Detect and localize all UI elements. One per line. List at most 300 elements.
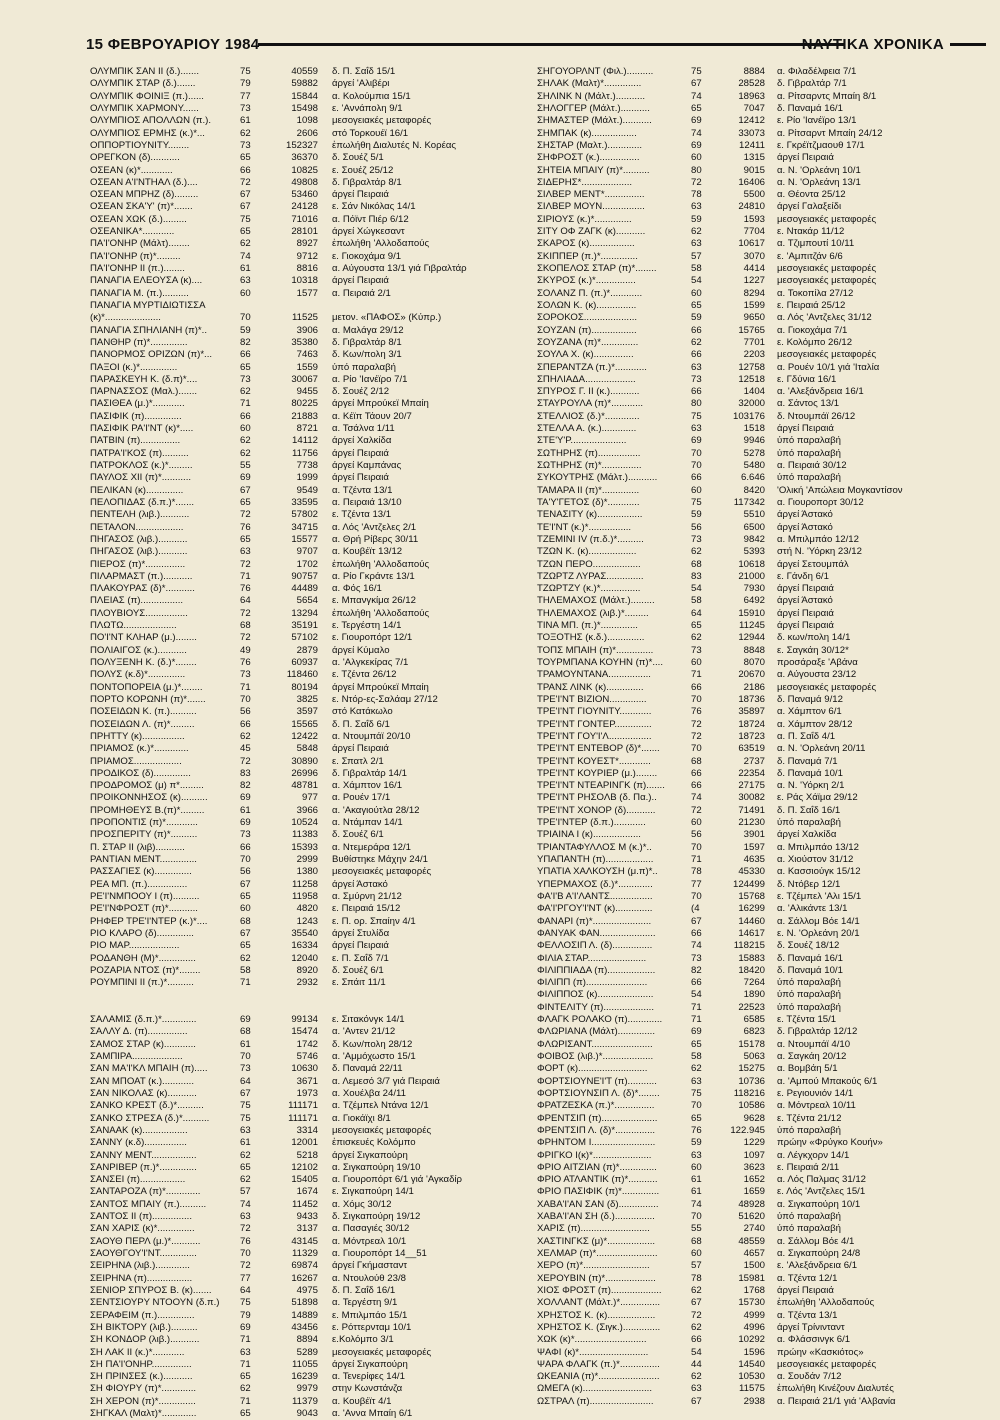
- ship-entry: [90, 1051, 530, 1063]
- ship-entry: [537, 854, 983, 866]
- ship-entry: [90, 411, 530, 423]
- ship-name: ΦΑ'Ι'ΡΓΟΥ'Ι'ΝΤ (κ)..............: [537, 903, 653, 915]
- ship-entry: [90, 916, 530, 928]
- ship-status: α. Θρή Ρίβερς 30/11: [332, 533, 419, 545]
- ship-name: ΠΑΡΝΑΣΣΟΣ (Μαλ.).......: [90, 386, 198, 398]
- tonnage: 14460: [738, 915, 765, 927]
- tonnage: 5746: [296, 1051, 318, 1062]
- build-year: 64: [240, 1284, 251, 1296]
- ship-name: ΡΙΟ ΜΑΡ...................: [90, 940, 180, 952]
- ship-status: στό Κατάκωλο: [332, 706, 393, 718]
- build-year: 72: [691, 718, 702, 730]
- tonnage: 57102: [291, 632, 318, 644]
- tonnage: 8894: [296, 1334, 318, 1346]
- ship-name: ΦΡΙΟ ΑΤΛΑΝΤΙΚ (π)*...........: [537, 1174, 658, 1186]
- ship-entry: [537, 497, 983, 509]
- ship-status: α. Κολούμπια 15/1: [332, 90, 411, 102]
- ship-name: ΦΛΩΡΙΣΑΝΤ.......................: [537, 1038, 653, 1050]
- ship-name: ΟΛΥΜΠΙΟΣ ΑΠΟΛΛΩΝ (π.).: [90, 115, 212, 127]
- build-year: 67: [240, 189, 251, 201]
- ship-entry: [90, 177, 530, 189]
- build-year: 76: [240, 583, 251, 595]
- build-year: 56: [691, 521, 702, 533]
- ship-name: ΠΑΣΙΦΙΚ ΡΑ'Ι'ΝΤ (κ)*.....: [90, 423, 194, 435]
- ship-status: δ. Παναμά 10/1: [777, 767, 843, 779]
- ship-name: ΦΡΗΝΤΟΜ Ι........................: [537, 1137, 656, 1149]
- tonnage: 35540: [291, 927, 318, 939]
- ship-name: ΠΟΛΙΑΙΓΟΣ (κ.)...........: [90, 644, 187, 656]
- ship-name: ΣΟΥΖΑΝ (π).................: [537, 324, 637, 336]
- tonnage: 11575: [739, 1383, 765, 1395]
- ship-status: δ. Γιβραλτάρ 14/1: [332, 767, 407, 779]
- ship-entry: [90, 706, 530, 718]
- tonnage: 15498: [291, 102, 318, 114]
- build-year: 73: [240, 373, 251, 385]
- tonnage: 9650: [743, 312, 765, 324]
- ship-status: ε. Γκρέϊτζμαουθ 17/1: [777, 139, 865, 151]
- ship-entry: [90, 374, 530, 386]
- tonnage: 33595: [291, 496, 318, 508]
- build-year: 72: [240, 1260, 251, 1272]
- ship-status: α. Σάλλομ Βόε 14/1: [777, 915, 860, 927]
- build-year: 55: [691, 1223, 702, 1235]
- ship-name: ΠΑΥΛΟΣ ΧΙΙ (π)*...........: [90, 472, 192, 484]
- ship-entry: [537, 1051, 983, 1063]
- ship-name: ΠΕΛΙΚΑΝ (κ)..............: [90, 484, 184, 496]
- ship-entry: [90, 879, 530, 891]
- ship-entry: [90, 497, 530, 509]
- ship-status: ε. Σιτακόνγκ 14/1: [332, 1014, 405, 1026]
- ship-name: ΤΕ'Ι'ΝΤ (κ.)*................: [537, 521, 632, 533]
- ship-status: ύπό παραλαβή: [777, 1211, 841, 1223]
- ship-name: ΟΛΥΜΠΙΚ ΣΤΑΡ (δ.).......: [90, 78, 196, 90]
- build-year: 74: [691, 127, 702, 139]
- ship-status: μεσογειακές μεταφορές: [777, 681, 877, 693]
- ship-status: μεσογειακές μεταφορές: [332, 1346, 432, 1358]
- tonnage: 4657: [743, 1248, 765, 1259]
- ship-name: ΤΑΜΑΡΑ ΙΙ (π)*..............: [537, 484, 640, 496]
- ship-entry: [90, 435, 530, 447]
- build-year: 62: [240, 1383, 251, 1395]
- ship-status: ε. Σουέζ 25/12: [332, 164, 394, 176]
- ship-status: ε. Τζέντα 26/12: [332, 669, 397, 681]
- ship-entry: [537, 682, 983, 694]
- build-year: 63: [240, 1124, 251, 1136]
- ship-name: ΣΗ ΠΡΙΝΣΕΣ (κ.)...........: [90, 1371, 193, 1383]
- ship-name: ΠΟΣΕΙΔΩΝ Κ. (π.)..........: [90, 706, 197, 718]
- ship-name: ΣΗΛΟΓΓΕΡ (Μάλτ.)...........: [537, 102, 650, 114]
- ship-name: ΧΡΗΣΤΟΣ Κ. (κ)..................: [537, 1309, 656, 1321]
- ship-entry: [90, 583, 530, 595]
- ship-status: άργεί Χώγκεσαντ: [332, 226, 405, 238]
- build-year: 71: [240, 1395, 251, 1407]
- build-year: 75: [691, 66, 702, 77]
- ship-status: άργεί 'Αλιβέρι: [332, 78, 390, 90]
- build-year: 54: [691, 1346, 702, 1358]
- ship-name: ΠΟΛΥΣ (κ.δ)*..............: [90, 669, 186, 681]
- ship-name: ΠΗΓΑΣΟΣ (λιβ.)...........: [90, 546, 188, 558]
- ship-name: ΠΛΑΚΟΥΡΑΣ (δ)*...........: [90, 583, 195, 595]
- ship-name: ΠΑΣΙΘΕΑ (μ.)*............: [90, 398, 185, 410]
- ship-entry: [537, 189, 983, 201]
- ship-name: ΧΟΛΛΑΝΤ (Μάλτ.)*...............: [537, 1297, 661, 1309]
- build-year: 69: [691, 435, 702, 447]
- ship-entry: [537, 177, 983, 189]
- ship-entry: [90, 1039, 530, 1051]
- build-year: 71: [240, 977, 251, 989]
- build-year: 58: [691, 595, 702, 607]
- ship-status: ε. Πειραιά 25/12: [777, 299, 846, 311]
- build-year: 66: [691, 780, 702, 792]
- ship-name: ΨΑΡΑ ΦΛΑΓΚ (π.)*...............: [537, 1358, 660, 1370]
- build-year: 71: [691, 1014, 702, 1026]
- tonnage: 1380: [296, 866, 318, 878]
- tonnage: 977: [301, 792, 318, 804]
- build-year: 72: [691, 176, 702, 188]
- ship-name: ΟΣΕΑΝ Α'Ι'ΝΤΗΑΛ (δ.)....: [90, 176, 198, 188]
- tonnage: 11383: [292, 829, 318, 841]
- tonnage: 1659: [743, 1186, 765, 1198]
- build-year: 77: [240, 1272, 251, 1284]
- build-year: 63: [691, 423, 702, 435]
- ship-status: α. Πειραιά 21/1 γιά 'Αλβανία: [777, 1395, 896, 1407]
- ship-name: ΠΑ'Ι'ΟΝΗΡ (π)*.........: [90, 250, 181, 262]
- ship-name: ΣΑΜΠΙΡΑ...................: [90, 1051, 183, 1062]
- build-year: 62: [691, 1371, 702, 1383]
- ship-entry: [90, 485, 530, 497]
- tonnage: 152327: [285, 139, 318, 151]
- ship-name: ΩΚΕΑΝΙΑ (π)*.......................: [537, 1371, 660, 1383]
- build-year: 60: [691, 1248, 702, 1259]
- build-year: 76: [240, 521, 251, 533]
- build-year: 77: [240, 90, 251, 102]
- ship-name: ΠΑΝΟΡΜΟΣ ΟΡΙΖΩΝ (π)*...: [90, 349, 213, 361]
- tonnage: 1768: [743, 1284, 765, 1296]
- build-year: 72: [240, 558, 251, 570]
- tonnage: 2999: [296, 854, 318, 865]
- ship-name: ΤΟΥΡΜΠΑΝΑ ΚΟΥΗΝ (π)*....: [537, 657, 664, 668]
- ship-entry: [90, 571, 530, 583]
- ship-status: δ. Κων/πολη 28/12: [332, 1038, 413, 1050]
- ship-status: άργεί Τρίνινταντ: [777, 1321, 845, 1333]
- ship-entry: [537, 300, 983, 312]
- ship-status: δ. Παναμά 16/1: [777, 102, 843, 114]
- ship-name: ΟΛΥΜΠΙΚ ΦΟΙΝΙΞ (π.)......: [90, 90, 204, 102]
- ship-status: α. Μόντρεαλ 10/1: [332, 1235, 407, 1247]
- tonnage: 118215: [733, 940, 765, 952]
- tonnage: 12040: [291, 952, 318, 964]
- section-gap: [90, 989, 530, 1001]
- ship-status: άργεί Γαλαξείδι: [777, 201, 842, 213]
- ship-status: α. Γιοκάϊχι 8/1: [332, 1112, 391, 1124]
- ship-name: ΠΑ'Ι'ΟΝΗΡ (Μάλτ)........: [90, 238, 190, 250]
- build-year: 63: [240, 275, 251, 287]
- ship-name: ΩΜΕΓΑ (κ)..........................: [537, 1383, 652, 1395]
- build-year: 82: [691, 964, 702, 976]
- ship-entry: [90, 1076, 530, 1088]
- tonnage: 15730: [738, 1297, 765, 1309]
- ship-status: α. Ντουλούθ 23/8: [332, 1272, 406, 1284]
- ship-name: ΤΖΩΝ Κ. (κ)..................: [537, 546, 637, 558]
- build-year: 73: [691, 952, 702, 964]
- ship-status: ύπό παραλαβή: [777, 989, 841, 1001]
- ship-status: α. Ντουμπάϊ 20/10: [332, 730, 411, 742]
- tonnage: 9712: [296, 250, 318, 262]
- ship-status: ε. Γδύνια 16/1: [777, 373, 837, 385]
- ship-status: α. Χιούστον 31/12: [777, 854, 854, 865]
- ship-entry: [90, 398, 530, 410]
- ship-status: α. Ν. 'Ορλεάνη 10/1: [777, 164, 861, 176]
- ship-name: ΤΡΕ'Ι'ΝΤ ΚΟΥΕΣΤ*............: [537, 755, 651, 767]
- ship-status: ε. Ρεγιουνιόν 14/1: [777, 1087, 854, 1099]
- ship-name: ΠΑΝΑΓΙΑ ΣΠΗΛΙΑΝΗ (π)*..: [90, 324, 207, 336]
- build-year: 72: [240, 176, 251, 188]
- ship-status: άργεί Άστακό: [777, 595, 833, 607]
- ship-entry: [90, 1285, 530, 1297]
- ship-name: ΠΟΛΥΞΕΝΗ Κ. (δ.)*........: [90, 657, 197, 668]
- ship-name: ΧΕΡΟΥΒΙΝ (π)*...................: [537, 1272, 656, 1284]
- build-year: 63: [691, 201, 702, 213]
- tonnage: 14889: [291, 1309, 318, 1321]
- ship-name: ΦΡΙΓΚΟ Ι(κ)*......................: [537, 1149, 652, 1161]
- build-year: 75: [240, 1112, 251, 1124]
- ship-name: ΣΙΛΒΕΡ ΜΟΥΝ................: [537, 201, 645, 213]
- build-year: 70: [240, 693, 251, 705]
- tonnage: 16239: [291, 1371, 318, 1383]
- ship-name: ΣΑΝΤΟΣ ΜΠΑΙΥ (π.)..........: [90, 1198, 207, 1210]
- ship-entry: [537, 829, 983, 841]
- ship-status: α. 'Αλγκεκίρας 7/1: [332, 657, 409, 668]
- ship-name: ΠΛΕΙΑΣ (π)................: [90, 595, 184, 607]
- tonnage: 27175: [738, 780, 765, 792]
- build-year: 65: [691, 102, 702, 114]
- ship-status: α. Αύγουστα 23/12: [777, 669, 857, 681]
- ship-name: ΦΕΛΛΟΣΙΠ Λ. (δ)...............: [537, 940, 653, 952]
- tonnage: 36370: [291, 152, 318, 164]
- ship-status: δ. Γιβραλτάρ 8/1: [332, 176, 402, 188]
- ship-name: ΦΡΕΝΤΣΙΠ Λ. (δ)*...............: [537, 1124, 656, 1136]
- ship-status: α. 'Αντεν 21/12: [332, 1026, 396, 1038]
- ship-status: άργεί Μπρούκεϊ Μπαίη: [332, 398, 429, 410]
- ship-name: ΤΡΕ'Ι'ΝΤ ΓΟΝΤΕΡ..............: [537, 718, 652, 730]
- ship-entry: [537, 472, 983, 484]
- build-year: 69: [691, 1026, 702, 1038]
- ship-status: μεσογειακές μεταφορές: [777, 275, 877, 287]
- ship-name: ΠΑΡΑΣΚΕΥΗ Κ. (δ.π)*....: [90, 373, 198, 385]
- build-year: 65: [691, 1112, 702, 1124]
- ship-name: ΠΡΙΑΜΟΣ..................: [90, 755, 182, 767]
- ship-name: ΨΑΦΙ (κ)*..........................: [537, 1346, 649, 1358]
- ship-status: α. Σαγκάη 20/12: [777, 1051, 847, 1062]
- tonnage: 3137: [296, 1223, 318, 1235]
- build-year: 62: [240, 435, 251, 447]
- tonnage: 4414: [743, 263, 765, 274]
- ship-status: α. Ρίτσαρντ Μπαίη 24/12: [777, 127, 883, 139]
- ship-status: άργεί Πειραιά: [777, 620, 834, 632]
- tonnage: 35380: [291, 336, 318, 348]
- ship-entry: [537, 903, 983, 915]
- ship-entry: [90, 842, 530, 854]
- ship-name: ΣΤΕΛΛΑ Α. (κ.).............: [537, 423, 637, 435]
- ship-entry: [537, 928, 983, 940]
- ship-status: άργεί Πειραιά: [777, 152, 834, 164]
- ship-status: α. Ν. 'Ορλεάνη 13/1: [777, 176, 861, 188]
- ship-name: ΤΡΕ'Ι'ΝΤ ΓΟΥ'Ι'Λ................: [537, 730, 652, 742]
- ship-status: ε. Λός 'Αντζελες 15/1: [777, 1186, 866, 1198]
- tonnage: 51898: [291, 1297, 318, 1309]
- ship-status: άργεί Στυλίδα: [332, 927, 390, 939]
- ship-entry: [537, 214, 983, 226]
- ship-entry: [90, 756, 530, 768]
- ship-entry: [537, 953, 983, 965]
- ship-status: ἐπωλήθη 'Αλλοδαπούς: [332, 558, 430, 570]
- build-year: 61: [240, 1038, 251, 1050]
- ship-entry: [90, 300, 530, 312]
- tonnage: 18723: [738, 730, 765, 742]
- ship-entry: [537, 1162, 983, 1174]
- ship-name: ΣΚΟΠΕΛΟΣ ΣΤΑΡ (π)*........: [537, 263, 657, 274]
- tonnage: 71491: [738, 804, 765, 816]
- ship-status: α. Λός 'Αντζελες 31/12: [777, 312, 872, 324]
- tonnage: 3623: [743, 1161, 765, 1173]
- build-year: 62: [240, 1174, 251, 1186]
- tonnage: 30082: [738, 792, 765, 804]
- build-year: 68: [240, 1026, 251, 1038]
- ship-entry: [537, 448, 983, 460]
- ship-entry: [90, 189, 530, 201]
- build-year: 66: [691, 472, 702, 484]
- build-year: 74: [240, 250, 251, 262]
- ship-status: α. Αύγουστα 13/1 γιά Γιβραλτάρ: [332, 263, 467, 274]
- tonnage: 5278: [743, 447, 765, 459]
- build-year: 54: [691, 989, 702, 1001]
- tonnage: 8420: [743, 484, 765, 496]
- ship-name: ΡΗΦΕΡ ΤΡΕ'Ι'ΝΤΕΡ (κ.)*....: [90, 915, 208, 927]
- ship-name: ΦΟΡΤΣΙΟΥΝΕ'Ι'Τ (π)...........: [537, 1075, 657, 1087]
- tonnage: 26996: [291, 767, 318, 779]
- build-year: 83: [240, 767, 251, 779]
- ship-entry: [537, 1039, 983, 1051]
- tonnage: 15981: [738, 1272, 765, 1284]
- build-year: 60: [691, 287, 702, 299]
- ship-status: δ. Σουέζ 5/1: [332, 152, 384, 164]
- tonnage: 4635: [743, 854, 765, 865]
- ship-entry: [537, 546, 983, 558]
- ship-name: ΤΕΝΑΣΙΤΥ (κ).................: [537, 509, 643, 521]
- ship-status: α. Ντεμεράρα 12/1: [332, 841, 412, 853]
- ship-name: ΠΡΟΔΡΟΜΟΣ (μ) π*.........: [90, 780, 204, 792]
- ship-name: ΣΑΝ ΝΙΚΟΛΑΣ (κ)...........: [90, 1087, 197, 1099]
- build-year: 65: [240, 940, 251, 952]
- tonnage: 49808: [291, 176, 318, 188]
- ship-status: α. Λός Παλμας 31/12: [777, 1174, 867, 1186]
- tonnage: 15577: [291, 533, 318, 545]
- tonnage: 4996: [743, 1321, 765, 1333]
- ship-status: α. Ρίο Γκράντε 13/1: [332, 570, 415, 582]
- ship-entry: [537, 756, 983, 768]
- build-year: 70: [691, 890, 702, 902]
- ship-status: δ. Σουέζ 18/12: [777, 940, 840, 952]
- build-year: 56: [691, 829, 702, 841]
- ship-status: ε. Πειραιά 2/11: [777, 1161, 840, 1173]
- tonnage: 1973: [296, 1087, 318, 1099]
- ship-name: ΦΙΛΙΠΠΙΑΔΑ (π)..................: [537, 964, 656, 976]
- ship-entry: [90, 140, 530, 152]
- ship-entry: [90, 509, 530, 521]
- tonnage: 3901: [743, 829, 765, 841]
- ship-status: α. Γιουροπορτ 30/12: [777, 496, 864, 508]
- ship-entry: [537, 263, 983, 275]
- ship-name: ΧΡΗΣΤΟΣ Κ. (Σιγκ.)..............: [537, 1321, 661, 1333]
- ship-name: ΧΑΒΑ'Ι'ΑΝ ΣΑΝ (δ)...............: [537, 1198, 659, 1210]
- ship-name: ΣΙΤΥ ΟΦ ΖΑΓΚ (κ)...........: [537, 226, 646, 238]
- ship-name: ΤΙΝΑ ΜΠ. (π.)*..............: [537, 620, 638, 632]
- ship-status: α. Χάμπτον 28/12: [777, 718, 853, 730]
- ship-entry: [537, 1186, 983, 1198]
- tonnage: 10617: [738, 238, 765, 250]
- ship-status: ε. 'Αννάπολη 9/1: [332, 102, 403, 114]
- build-year: 60: [691, 817, 702, 829]
- ship-status: α. Ντουμπάϊ 4/10: [777, 1038, 851, 1050]
- ship-entry: [537, 1347, 983, 1359]
- ship-name: ΣΑΝΑΑΚ (κ).................: [90, 1124, 188, 1136]
- ship-entry: [537, 940, 983, 952]
- ship-status: ύπό παραλαβή: [777, 447, 841, 459]
- ship-entry: [537, 460, 983, 472]
- ship-status: α. Σιγκαπούρη 10/1: [777, 1198, 861, 1210]
- tonnage: 48928: [738, 1198, 765, 1210]
- ship-entry: [537, 1223, 983, 1235]
- ship-entry: [90, 768, 530, 780]
- ship-entry: [90, 1088, 530, 1100]
- ship-name: ΠΛΟΥΒΙΟΥΣ................: [90, 607, 188, 619]
- ship-status: α. Ν. 'Υόρκη 2/1: [777, 780, 845, 792]
- ship-status: μεσογειακές μεταφορές: [777, 263, 877, 274]
- ship-entry: [537, 509, 983, 521]
- build-year: 70: [691, 447, 702, 459]
- ship-status: άργεί Πειραιά: [332, 472, 389, 484]
- tonnage: 11329: [292, 1248, 318, 1259]
- ship-name: ΤΡΙΑΝΤΑΦΥΛΛΟΣ Μ (κ.)*..: [537, 841, 652, 853]
- ship-entry: [537, 571, 983, 583]
- ship-status: α. Φιλαδέλφεια 7/1: [777, 66, 857, 77]
- tonnage: 14540: [738, 1358, 765, 1370]
- tonnage: 1098: [296, 115, 318, 127]
- ship-entry: [537, 1334, 983, 1346]
- header-rule: [258, 43, 844, 46]
- tonnage: 28528: [738, 78, 765, 90]
- ship-status: άργεί Γκήμασταντ: [332, 1260, 408, 1272]
- build-year: 72: [691, 730, 702, 742]
- ship-name: ΠΕΝΤΕΛΗ (λιβ.)...........: [90, 509, 190, 521]
- build-year: 56: [240, 706, 251, 718]
- build-year: 60: [691, 1161, 702, 1173]
- ship-name: ΠΡΟΔΙΚΟΣ (δ)..............: [90, 767, 191, 779]
- ship-name: ΣΙΡΙΟΥΣ (κ.)*..............: [537, 213, 632, 225]
- tonnage: 80225: [291, 398, 318, 410]
- ship-status: α. Λεμεσό 3/7 γιά Πειραιά: [332, 1075, 440, 1087]
- ship-entry: [537, 842, 983, 854]
- ship-name: ΦΟΡΤΣΙΟΥΝΣΙΠ Λ. (δ)*........: [537, 1087, 660, 1099]
- ship-status: μεσογειακές μεταφορές: [332, 866, 432, 878]
- ship-name: ΦΙΛΙΠΠΟΣ (κ).....................: [537, 989, 654, 1001]
- ship-entry: [537, 620, 983, 632]
- ship-entry: [537, 349, 983, 361]
- build-year: 70: [691, 460, 702, 471]
- ship-entry: [537, 743, 983, 755]
- ship-entry: [537, 1026, 983, 1038]
- build-year: 66: [691, 977, 702, 989]
